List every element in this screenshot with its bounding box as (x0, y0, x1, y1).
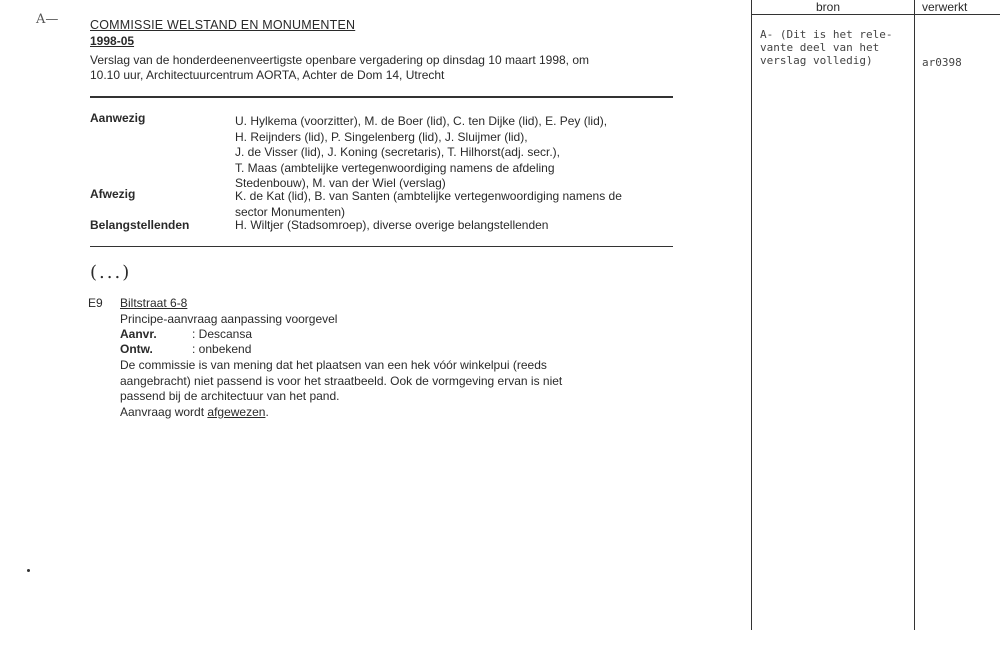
stray-dot (27, 569, 30, 572)
present-line: U. Hylkema (voorzitter), M. de Boer (lid), C. ten Dijke (lid), E. Pey (lid), (235, 114, 608, 128)
absent-list (235, 189, 622, 220)
header-divider (90, 96, 673, 98)
bron-note-line: A- (Dit is het rele- (760, 28, 893, 41)
conclusion-suffix: . (265, 404, 269, 419)
absent-line: sector Monumenten) (235, 204, 346, 219)
absent-label: Afwezig (90, 187, 136, 201)
bron-note-line: vante deel van het (760, 41, 880, 54)
present-line: H. Reijnders (lid), P. Singelenberg (lid), J. Sluijmer (lid), (235, 129, 528, 144)
attendance-divider (90, 246, 673, 247)
column-header-divider (751, 14, 1000, 15)
applicant-value: : Descansa (192, 327, 253, 341)
intro-line-1: Verslag van de honderdeenenveertigste openbare vergadering op dinsdag 10 maart 1998, om (90, 53, 590, 67)
present-label: Aanwezig (90, 111, 146, 125)
stakeholders-label: Belangstellenden (90, 218, 190, 232)
present-line: Stedenbouw), M. van der Wiel (verslag) (235, 176, 446, 191)
present-line: T. Maas (ambtelijke vertegenwoordiging namens de afdeling (235, 160, 555, 175)
document-title: COMMISSIE WELSTAND EN MONUMENTEN (90, 18, 356, 32)
column-border-left (751, 0, 752, 630)
bron-note (760, 28, 892, 67)
item-code: E9 (88, 296, 103, 310)
present-line: J. de Visser (lid), J. Koning (secretaris), T. Hilhorst(adj. secr.), (235, 145, 560, 160)
item-text (120, 358, 562, 420)
intro-line-2: 10.10 uur, Architectuurcentrum AORTA, Achter de Dom 14, Utrecht (90, 68, 445, 82)
item-address: Biltstraat 6-8 (120, 296, 188, 310)
designer-label: Ontw. (120, 342, 153, 356)
item-subject: Principe-aanvraag aanpassing voorgevel (120, 312, 338, 326)
column-border-middle (914, 0, 915, 630)
verwerkt-value: ar0398 (922, 56, 962, 69)
item-text-line: passend bij de architectuur van het pand. (120, 389, 340, 404)
verwerkt-header: verwerkt (922, 0, 968, 14)
present-list (235, 114, 607, 192)
document-date: 1998-05 (90, 34, 135, 48)
omission-marker: (...) (90, 262, 132, 283)
margin-mark: A— (36, 12, 59, 27)
conclusion-decision: afgewezen (207, 404, 266, 419)
intro-paragraph (90, 53, 660, 83)
designer-value: : onbekend (192, 342, 252, 356)
bron-header: bron (816, 0, 841, 14)
item-text-line: De commissie is van mening dat het plaatsen van een hek vóór winkelpui (reeds (120, 358, 547, 372)
conclusion-prefix: Aanvraag wordt (120, 404, 208, 419)
item-text-line: aangebracht) niet passend is voor het straatbeeld. Ook de vormgeving ervan is niet (120, 373, 563, 388)
applicant-label: Aanvr. (120, 327, 157, 341)
stakeholders-text: H. Wiltjer (Stadsomroep), diverse overige belangstellenden (235, 218, 549, 232)
bron-note-line: verslag volledig) (760, 54, 873, 67)
item-conclusion (120, 405, 562, 421)
absent-line: K. de Kat (lid), B. van Santen (ambtelijke vertegenwoordiging namens de (235, 189, 622, 203)
